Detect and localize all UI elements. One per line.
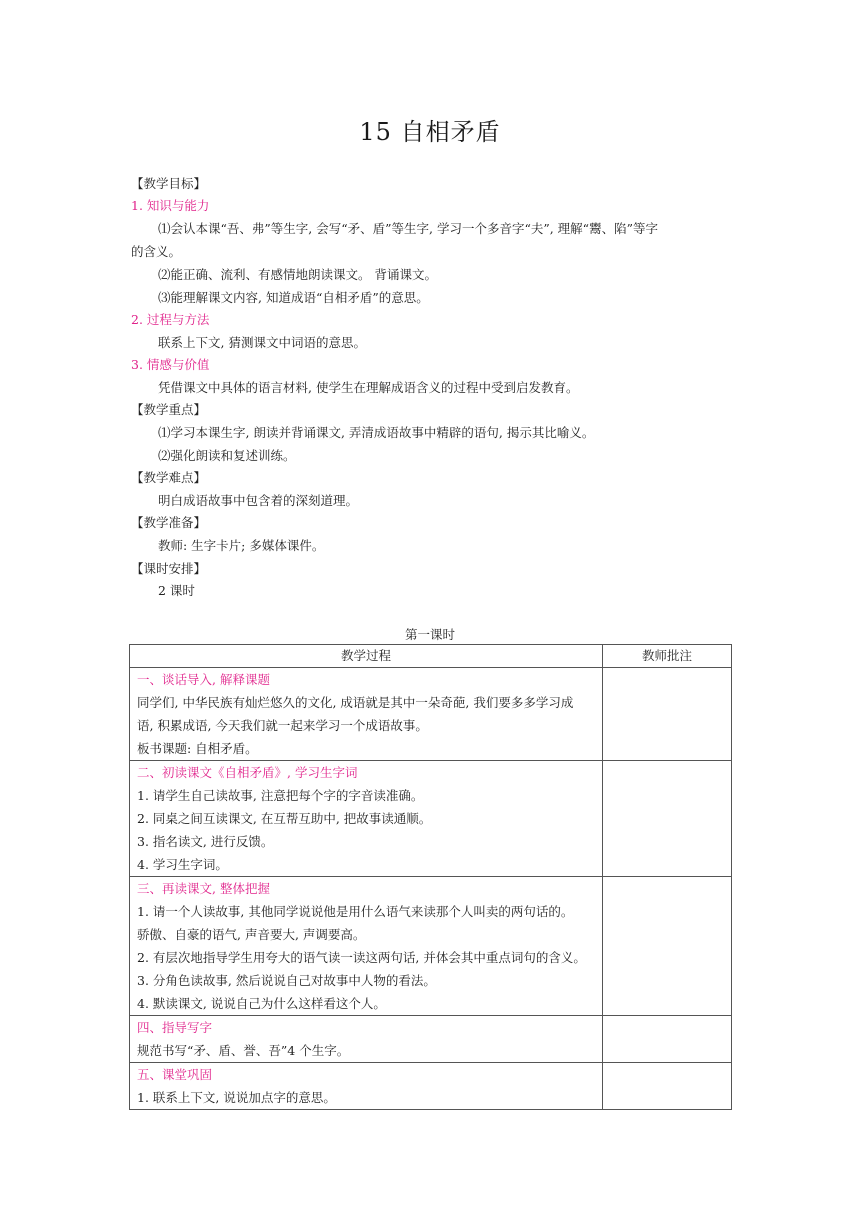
teacher-note-cell bbox=[603, 1016, 732, 1063]
schedule-heading: 【课时安排】 bbox=[131, 561, 207, 576]
emotion-heading: 3. 情感与价值 bbox=[131, 357, 210, 372]
section-cell bbox=[130, 761, 603, 877]
section-line: 1. 请一个人读故事, 其他同学说说他是用什么语气来读那个人叫卖的两句话的。 bbox=[137, 904, 574, 919]
table-header-row bbox=[130, 645, 732, 668]
section-line: 2. 有层次地指导学生用夸大的语气读一读这两句话, 并体会其中重点词句的含义。 bbox=[137, 950, 586, 965]
preparation-heading: 【教学准备】 bbox=[131, 515, 207, 530]
key-point-2: ⑵强化朗读和复述训练。 bbox=[158, 448, 296, 463]
section-line: 4. 学习生字词。 bbox=[137, 857, 228, 872]
knowledge-item-1: ⑴会认本课“吾、弗”等生字, 会写“矛、盾”等生字, 学习一个多音字“夫”, 理解“鬻、陷”等字 bbox=[158, 221, 658, 236]
lesson-table bbox=[129, 644, 732, 1110]
difficulties-text: 明白成语故事中包含着的深刻道理。 bbox=[158, 493, 359, 508]
section-line: 3. 分角色读故事, 然后说说自己对故事中人物的看法。 bbox=[137, 973, 436, 988]
page-title: 15 自相矛盾 bbox=[359, 118, 501, 146]
header-process: 教学过程 bbox=[130, 645, 603, 668]
preparation-text: 教师: 生字卡片; 多媒体课件。 bbox=[158, 538, 325, 553]
difficulties-heading: 【教学难点】 bbox=[131, 470, 207, 485]
key-points-heading: 【教学重点】 bbox=[131, 402, 207, 417]
objectives-heading: 【教学目标】 bbox=[131, 176, 207, 191]
teacher-note-cell bbox=[603, 877, 732, 1016]
header-notes: 教师批注 bbox=[603, 645, 732, 668]
key-point-1: ⑴学习本课生字, 朗读并背诵课文, 弄清成语故事中精辟的语句, 揭示其比喻义。 bbox=[158, 425, 595, 440]
section-line: 1. 请学生自己读故事, 注意把每个字的字音读准确。 bbox=[137, 788, 424, 803]
schedule-text: 2 课时 bbox=[158, 583, 195, 598]
teacher-note-cell bbox=[603, 668, 732, 761]
teacher-note-cell bbox=[603, 761, 732, 877]
section-line: 语, 积累成语, 今天我们就一起来学习一个成语故事。 bbox=[137, 718, 428, 733]
table-row bbox=[130, 668, 732, 761]
section-line: 板书课题: 自相矛盾。 bbox=[137, 741, 258, 756]
section-title: 五、课堂巩固 bbox=[137, 1067, 213, 1082]
knowledge-item-1-cont: 的含义。 bbox=[131, 244, 182, 259]
section-line: 规范书写“矛、盾、誉、吾”4 个生字。 bbox=[137, 1043, 350, 1058]
section-cell bbox=[130, 877, 603, 1016]
process-heading: 2. 过程与方法 bbox=[131, 312, 210, 327]
section-title: 四、指导写字 bbox=[137, 1020, 213, 1035]
section-line: 同学们, 中华民族有灿烂悠久的文化, 成语就是其中一朵奇葩, 我们要多多学习成 bbox=[137, 695, 574, 710]
knowledge-heading: 1. 知识与能力 bbox=[131, 198, 210, 213]
section-cell bbox=[130, 1016, 603, 1063]
section-title: 三、再读课文, 整体把握 bbox=[137, 881, 270, 896]
section-cell bbox=[130, 668, 603, 761]
section-title: 一、谈话导入, 解释课题 bbox=[137, 672, 270, 687]
section-line: 1. 联系上下文, 说说加点字的意思。 bbox=[137, 1090, 336, 1105]
section-cell bbox=[130, 1063, 603, 1110]
table-caption: 第一课时 bbox=[404, 627, 455, 642]
table-row bbox=[130, 1016, 732, 1063]
knowledge-item-2: ⑵能正确、流利、有感情地朗读课文。 背诵课文。 bbox=[158, 267, 437, 282]
section-line: 3. 指名读文, 进行反馈。 bbox=[137, 834, 274, 849]
process-text: 联系上下文, 猜测课文中词语的意思。 bbox=[158, 335, 366, 350]
table-row bbox=[130, 1063, 732, 1110]
section-line: 骄傲、自豪的语气, 声音要大, 声调要高。 bbox=[137, 927, 366, 942]
table-row bbox=[130, 761, 732, 877]
table-row bbox=[130, 877, 732, 1016]
teacher-note-cell bbox=[603, 1063, 732, 1110]
section-line: 4. 默读课文, 说说自己为什么这样看这个人。 bbox=[137, 996, 386, 1011]
emotion-text: 凭借课文中具体的语言材料, 使学生在理解成语含义的过程中受到启发教育。 bbox=[158, 380, 579, 395]
section-title: 二、初读课文《自相矛盾》, 学习生字词 bbox=[137, 765, 358, 780]
knowledge-item-3: ⑶能理解课文内容, 知道成语“自相矛盾”的意思。 bbox=[158, 290, 429, 305]
section-line: 2. 同桌之间互读课文, 在互帮互助中, 把故事读通顺。 bbox=[137, 811, 432, 826]
